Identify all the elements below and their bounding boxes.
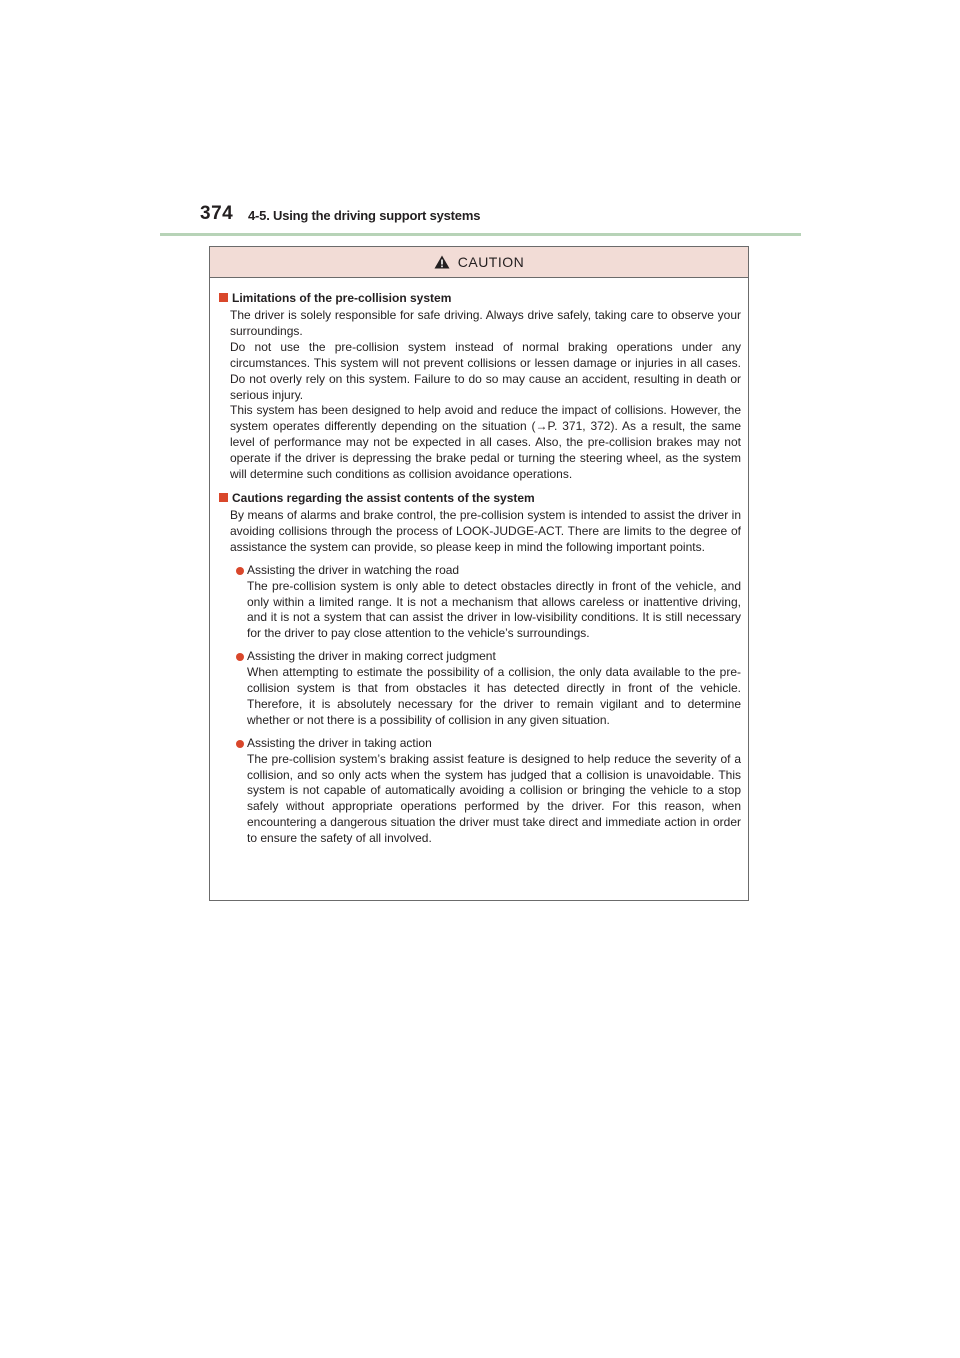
circle-bullet-icon [236,653,244,661]
section-title: 4-5. Using the driving support systems [248,208,481,223]
list-item-text: When attempting to estimate the possibility of a collision, the only data available to the pre-collision system is that from obstacles it has detected directly in front of the vehicle. Therefore, it is absolutely necessary for the driver to remain vigilant and to determine whether or not there is a possibility of collision in any given situation. [247,665,741,727]
caution-body [210,278,748,847]
list-item-title: Assisting the driver in watching the road [247,562,460,577]
caution-header [210,247,748,278]
caution-title: CAUTION [457,254,525,270]
caution-section-assist-contents [218,490,741,847]
list-item-text: The pre-collision system’s braking assist feature is designed to help reduce the severity of a collision, and so only acts when the system has judged that a collision is unavoidable. This system is not capable of automatically avoiding a collision or bringing the vehicle to a stop safely without appropriate operations performed by the driver. For this reason, when encountering a dangerous situation the driver must take direct and immediate action in order to ensure the safety of all involved. [247,751,741,846]
list-item [230,736,741,847]
list-item [230,563,741,643]
list-item-title: Assisting the driver in taking action [247,735,432,750]
header-rule [160,233,801,236]
page-number: 374 [200,203,234,224]
paragraph: The driver is solely responsible for safe driving. Always drive safely, taking care to observe your surroundings. [230,308,741,338]
circle-bullet-icon [236,740,244,748]
section-heading [218,490,741,506]
section-heading [218,290,741,306]
paragraph: This system has been designed to help avoid and reduce the impact of collisions. However, the system operates differently depending on the situation (→P. 371, 372). As a result, the same level of performance may not be expected in all cases. Also, the pre-collision brakes may not operate if the driver is depressing the brake pedal or turning the steering wheel, as the system will determine such conditions as collision avoidance operations. [230,403,741,482]
page-header [200,203,800,233]
caution-section-limitations [218,290,741,483]
list-item-text: The pre-collision system is only able to detect obstacles directly in front of the vehicle, and only within a limited range. It is not a mechanism that allows careless or inattentive driving, and it is not a system that can assist the driver in low-visibility conditions. It is still necessary for the driver to pay close attention to the vehicle’s surroundings. [247,578,741,641]
square-bullet-icon [219,493,228,502]
paragraph: Do not use the pre-collision system instead of normal braking operations under any circumstances. This system will not prevent collisions or lessen damage or injuries in all cases. Do not overly rely on this system. Failure to do so may cause an accident, resulting in death or serious injury. [230,339,741,402]
section-heading-text: Cautions regarding the assist contents of the system [232,490,535,505]
caution-box [209,246,749,901]
square-bullet-icon [219,293,228,302]
warning-triangle-icon [434,255,450,269]
section-heading-text: Limitations of the pre-collision system [232,291,452,305]
circle-bullet-icon [236,567,244,575]
paragraph: By means of alarms and brake control, the pre-collision system is intended to assist the driver in avoiding collisions through the process of LOOK-JUDGE-ACT. There are limits to the degree of assistance the system can provide, so please keep in mind the following important points. [230,507,741,554]
list-item [230,649,741,729]
list-item-title: Assisting the driver in making correct judgment [247,649,496,664]
